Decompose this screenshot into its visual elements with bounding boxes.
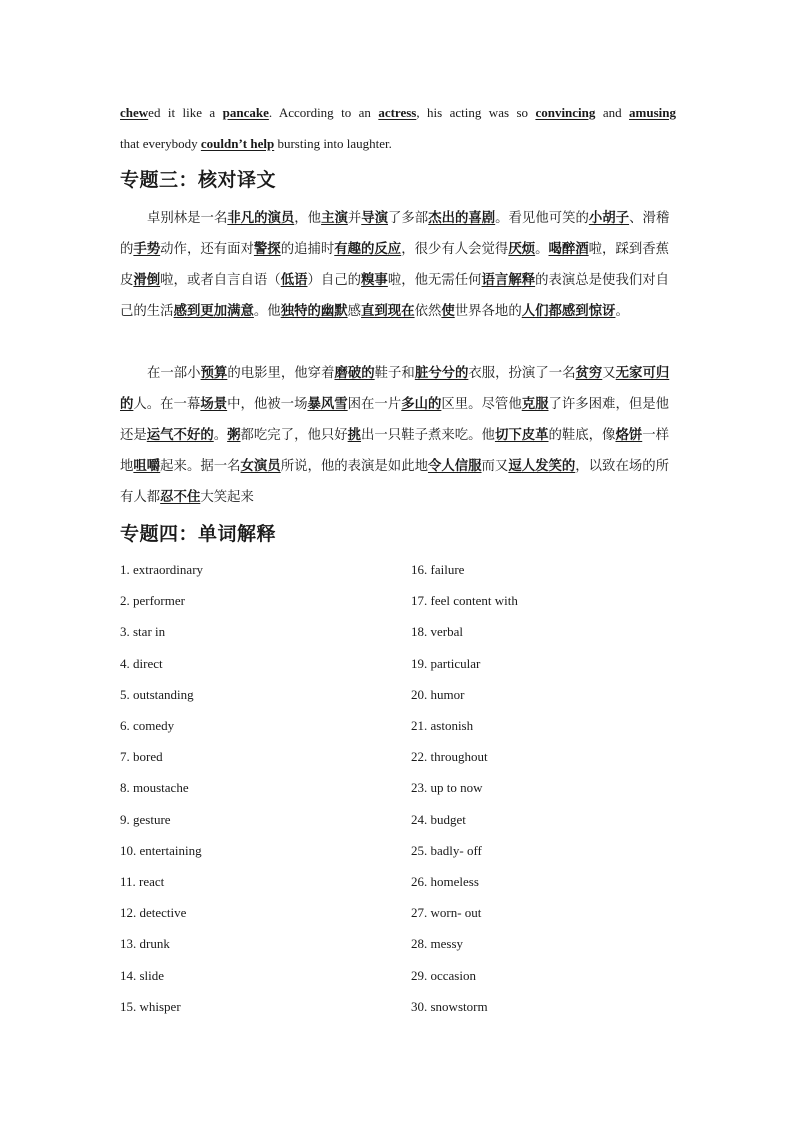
key-term: 警探 [253,242,281,257]
key-term: 感到更加满意 [173,304,254,319]
vocab-item: 12. detective [120,905,187,920]
vocab-item: 4. direct [120,656,163,671]
key-term: 无家可归的 [120,366,670,412]
key-term: 滑倒 [133,273,161,288]
key-term: 低语 [280,273,308,288]
vocab-item: 27. worn- out [411,905,482,920]
key-term: 女演员 [240,459,281,474]
section3-paragraph-2 [120,358,676,513]
key-term: 克服 [521,397,549,412]
english-passage-line-1: chewed it like a pancake. According to an actress, his acting was so convincing and amusing [120,105,676,120]
key-term: 忍不住 [160,490,201,505]
key-term: 挑 [347,428,362,443]
vocab-item: 25. badly- off [411,843,482,858]
vocab-item: 3. star in [120,624,166,639]
vocab-item: 14. slide [120,968,165,983]
key-term: couldn’t help [200,136,275,151]
key-term: 暴风雪 [307,397,348,412]
vocab-item: 5. outstanding [120,687,194,702]
vocab-item: 9. gesture [120,812,171,827]
key-term: 粥 [227,428,241,443]
section3-heading: 专题三：核对译文 [120,169,277,191]
key-term: 非凡的演员 [227,211,295,226]
key-term: chew [120,105,149,120]
vocab-item: 21. astonish [411,718,474,733]
key-term: 杰出的喜剧 [428,211,496,226]
vocab-item: 10. entertaining [120,843,202,858]
key-term: 烙饼 [615,428,643,443]
vocab-item: 24. budget [411,812,466,827]
vocab-item: 23. up to now [411,780,483,795]
key-term: 磨破的 [334,366,375,381]
key-term: 切下皮革 [494,428,549,443]
vocab-item: 20. humor [411,687,465,702]
key-term: 咀嚼 [133,459,161,474]
vocab-item: 19. particular [411,656,481,671]
key-term: convincing [535,105,596,120]
vocab-item: 26. homeless [411,874,479,889]
vocab-item: 22. throughout [411,749,488,764]
vocab-item: 28. messy [411,936,463,951]
section3-paragraph-2-text: 在一部小预算的电影里，他穿着磨破的鞋子和脏兮兮的衣服，扮演了一名贫穷又无家可归的人。在一幕场景中，他被一场暴风雪困在一片多山的区里。尽管他克服了许多困难，但是他还是运气不好的。粥都吃完了，他只好挑出一只鞋子煮来吃。他切下皮革的鞋底，像烙饼一样地咀嚼起来。据一名女演员所说，他的表演是如此地令人信服而又逗人发笑的，以致在场的所有人都忍不住大笑起来 [120,366,670,505]
key-term: 逗人发笑的 [508,459,576,474]
key-term: actress [378,105,417,120]
section3-paragraph-1 [120,203,676,327]
vocab-item: 7. bored [120,749,163,764]
key-term: 使 [441,304,455,319]
english-passage-line-2: that everybody couldn’t help bursting into laughter. [120,136,392,151]
section4-heading: 专题四：单词解释 [120,523,277,545]
key-term: 糗事 [361,273,388,288]
vocab-item: 8. moustache [120,780,189,795]
key-term: 预算 [200,366,228,381]
key-term: 厌烦 [508,242,536,257]
key-term: 有趣的反应 [334,242,402,257]
key-term: 喝醉酒 [548,242,589,257]
vocab-item: 1. extraordinary [120,562,204,577]
key-term: 多山的 [401,397,442,412]
key-term: 手势 [133,242,161,257]
vocab-item: 15. whisper [120,999,181,1014]
vocab-item: 18. verbal [411,624,463,639]
key-term: amusing [629,105,676,120]
key-term: 贫穷 [575,366,603,381]
vocab-item: 16. failure [411,562,465,577]
key-term: 场景 [200,397,228,412]
vocab-item: 30. snowstorm [411,999,488,1014]
key-term: 导演 [361,211,389,226]
key-term: 主演 [321,211,348,226]
key-term: 令人信服 [427,459,482,474]
key-term: 独特的幽默 [280,304,348,319]
vocab-item: 6. comedy [120,718,175,733]
key-term: 运气不好的 [146,428,214,443]
vocab-item: 11. react [120,874,165,889]
vocab-item: 2. performer [120,593,185,608]
key-term: 直到现在 [361,304,415,319]
section3-paragraph-1-text: 卓别林是一名非凡的演员，他主演并导演了多部杰出的喜剧。看见他可笑的小胡子、滑稽的手势动作，还有面对警探的追捕时有趣的反应，很少有人会觉得厌烦。喝醉酒啦，踩到香蕉皮滑倒啦，或者自言自语（低语）自己的糗事啦，他无需任何语言解释的表演总是使我们对自己的生活感到更加满意。他独特的幽默感直到现在依然使世界各地的人们都感到惊讶。 [120,211,670,319]
key-term: 脏兮兮的 [414,366,469,381]
key-term: pancake [222,105,269,120]
key-term: 小胡子 [588,211,630,226]
key-term: 语言解释 [481,273,536,288]
key-term: 人们都感到惊讶 [521,304,616,319]
vocab-item: 17. feel content with [411,593,518,608]
vocab-item: 29. occasion [411,968,476,983]
vocab-item: 13. drunk [120,936,170,951]
